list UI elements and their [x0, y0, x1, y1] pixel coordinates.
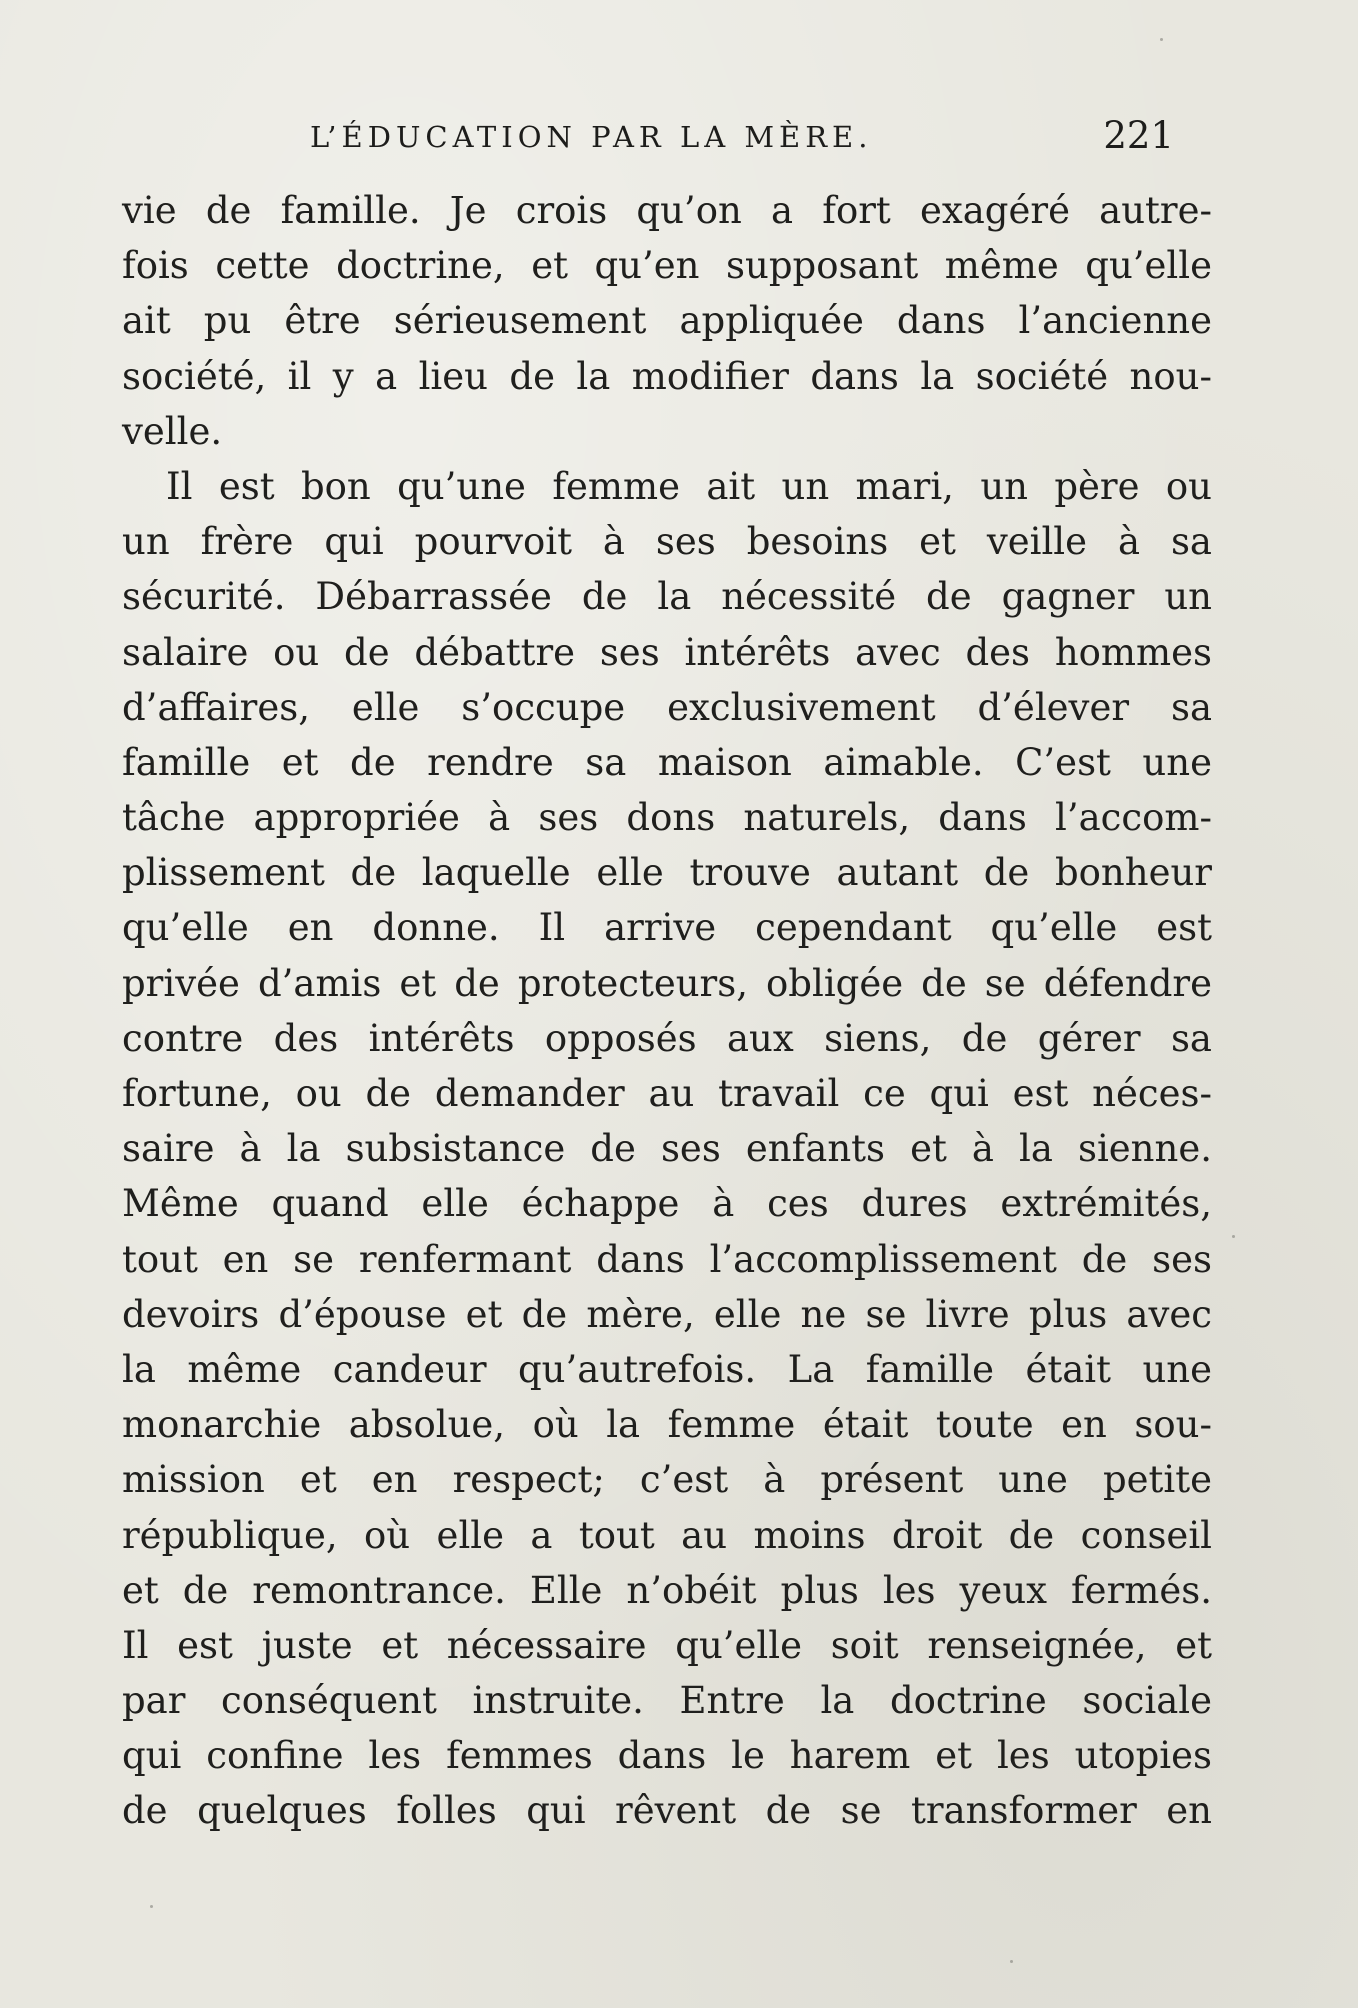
- page-number: 221: [1103, 114, 1174, 157]
- text-line: un frère qui pourvoit à ses besoins et veille à sa: [122, 520, 1212, 564]
- text-line: qu’elle en donne. Il arrive cependant qu’elle est: [122, 906, 1212, 950]
- body-text: [122, 183, 1212, 1839]
- text-line: ait pu être sérieusement appliquée dans l’ancienne: [122, 299, 1212, 343]
- text-line: Même quand elle échappe à ces dures extrémités,: [122, 1182, 1212, 1226]
- paper-speck: [1010, 1960, 1013, 1963]
- text-line: république, où elle a tout au moins droit de conseil: [122, 1513, 1212, 1557]
- page-header: [310, 112, 1180, 164]
- text-line: mission et en respect; c’est à présent une petite: [122, 1458, 1212, 1502]
- paragraph-end-line: velle.: [122, 409, 223, 453]
- paper-speck: [1232, 1235, 1235, 1238]
- paper-speck: [150, 1905, 153, 1908]
- text-line: contre des intérêts opposés aux siens, de gérer sa: [122, 1016, 1212, 1060]
- text-line: tâche appropriée à ses dons naturels, dans l’accom-: [122, 796, 1212, 840]
- paragraph-start-line: Il est bon qu’une femme ait un mari, un père ou: [166, 464, 1212, 508]
- text-line: d’affaires, elle s’occupe exclusivement d’élever sa: [122, 685, 1212, 729]
- text-line: salaire ou de débattre ses intérêts avec des hommes: [122, 630, 1212, 674]
- text-line: Il est juste et nécessaire qu’elle soit renseignée, et: [122, 1623, 1212, 1667]
- text-line: plissement de laquelle elle trouve autant de bonheur: [122, 851, 1212, 895]
- running-title: L’ÉDUCATION PAR LA MÈRE.: [310, 120, 873, 154]
- text-line: de quelques folles qui rêvent de se transformer en: [122, 1789, 1212, 1833]
- text-line: vie de famille. Je crois qu’on a fort exagéré autre-: [122, 189, 1212, 232]
- text-line: fortune, ou de demander au travail ce qui est néces-: [122, 1072, 1212, 1115]
- text-line: privée d’amis et de protecteurs, obligée de se défendre: [122, 961, 1212, 1005]
- text-line: monarchie absolue, où la femme était toute en sou-: [122, 1403, 1212, 1447]
- text-line: société, il y a lieu de la modifier dans la société nou-: [122, 354, 1212, 398]
- text-line: par conséquent instruite. Entre la doctrine sociale: [122, 1679, 1212, 1723]
- text-line: famille et de rendre sa maison aimable. C’est une: [122, 740, 1212, 784]
- text-line: fois cette doctrine, et qu’en supposant même qu’elle: [122, 244, 1212, 288]
- text-line: devoirs d’épouse et de mère, elle ne se livre plus avec: [122, 1292, 1212, 1336]
- text-line: tout en se renfermant dans l’accomplissement de ses: [122, 1237, 1212, 1281]
- text-line: la même candeur qu’autrefois. La famille était une: [122, 1347, 1212, 1391]
- text-line: sécurité. Débarrassée de la nécessité de gagner un: [122, 575, 1212, 619]
- text-line: qui confine les femmes dans le harem et les utopies: [122, 1734, 1212, 1778]
- text-line: saire à la subsistance de ses enfants et à la sienne.: [122, 1127, 1212, 1171]
- text-line: et de remontrance. Elle n’obéit plus les yeux fermés.: [122, 1568, 1212, 1612]
- paper-speck: [1160, 38, 1163, 41]
